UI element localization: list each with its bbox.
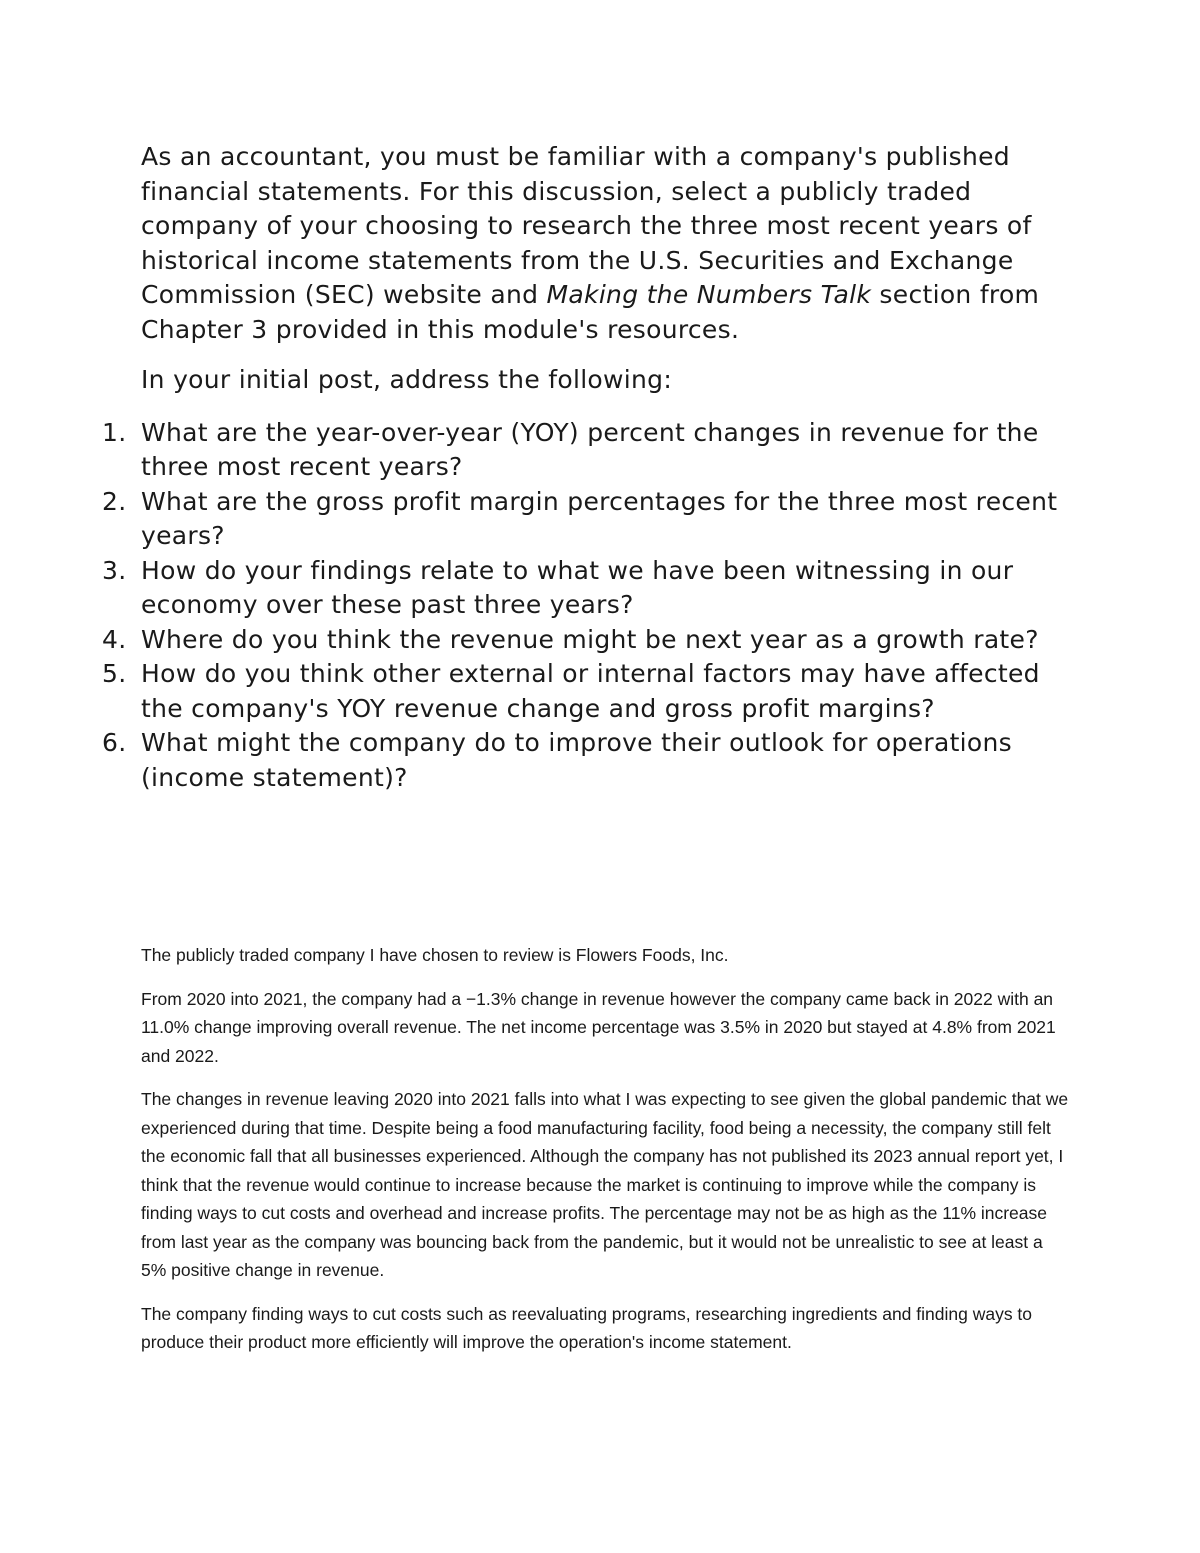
- book-title: Making the Numbers Talk: [546, 280, 872, 309]
- prompt-intro-text-1: As an accountant, you must be familiar with a company's published financial statements. For this discussion, select a publicly traded company of your choosing to research the three most recent years of historical income statements from the U.S. Securities and Exchange Commission (SEC) website and: [141, 142, 1032, 309]
- question-text: Where do you think the revenue might be next year as a growth rate?: [141, 624, 1039, 654]
- question-number: 2.: [102, 486, 127, 516]
- question-number: 3.: [102, 555, 127, 585]
- prompt-lead: In your initial post, address the following:: [141, 365, 673, 394]
- question-number: 6.: [102, 728, 127, 757]
- question-text: What might the company do to improve their outlook for operations (income statement)?: [141, 728, 1012, 792]
- question-item: [102, 726, 1071, 795]
- question-text: What are the year-over-year (YOY) percent changes in revenue for the three most recent years?: [141, 417, 1039, 481]
- question-item: [102, 416, 1071, 485]
- question-number: 4.: [102, 624, 127, 654]
- response-paragraph: The changes in revenue leaving 2020 into 2021 falls into what I was expecting to see given the global pandemic that we experienced during that time. Despite being a food manufacturing facility, food being a necessity, the company still felt the economic fall that all businesses experienced. Although the company has not published its 2023 annual report yet, I think that the revenue would continue to increase because the market is continuing to improve while the company is finding ways to cut costs and overhead and increase profits. The percentage may not be as high as the 11% increase from last year as the company was bouncing back from the pandemic, but it would not be unrealistic to see at least a 5% positive change in revenue.: [141, 1089, 1069, 1280]
- response-paragraph: The company finding ways to cut costs such as reevaluating programs, researching ingredients and finding ways to produce their product more efficiently will improve the operation's income statement.: [141, 1303, 1033, 1352]
- discussion-prompt: [102, 140, 1071, 795]
- question-item: [102, 657, 1071, 726]
- question-number: 1.: [102, 417, 127, 447]
- question-item: [102, 623, 1071, 658]
- question-item: [102, 485, 1071, 554]
- response-paragraph: From 2020 into 2021, the company had a −1.3% change in revenue however the company came back in 2022 with an 11.0% change improving overall revenue. The net income percentage was 3.5% in 2020 but stayed at 4.8% from 2021 and 2022.: [141, 988, 1056, 1066]
- prompt-intro-text-2: section from Chapter 3 provided in this module's resources.: [141, 280, 1040, 344]
- question-text: How do your findings relate to what we have been witnessing in our economy over these past three years?: [141, 555, 1014, 619]
- prompt-intro: [141, 140, 1071, 347]
- question-number: 5.: [102, 659, 127, 688]
- question-list: [102, 416, 1071, 796]
- question-text: What are the gross profit margin percentages for the three most recent years?: [141, 486, 1058, 550]
- question-item: [102, 554, 1071, 623]
- question-text: How do you think other external or internal factors may have affected the company's YOY revenue change and gross profit margins?: [141, 659, 1040, 723]
- student-response: [141, 941, 1071, 1372]
- response-paragraph: The publicly traded company I have chosen to review is Flowers Foods, Inc.: [141, 945, 729, 965]
